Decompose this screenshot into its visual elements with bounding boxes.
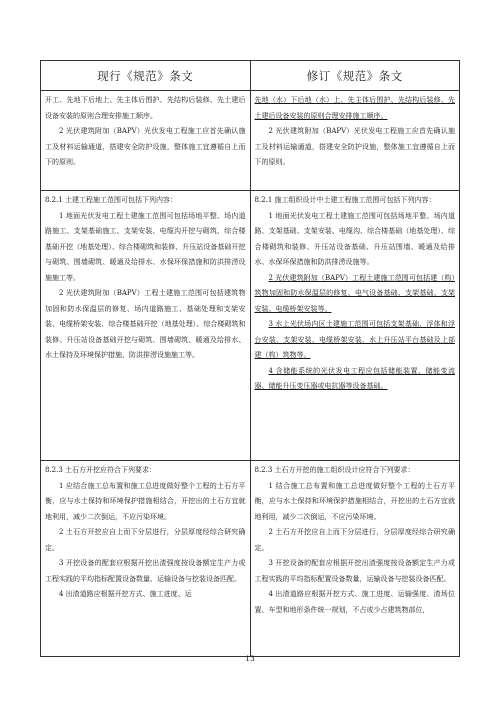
paragraph: 1 地面光伏发电工程土建施工范围可包括场地平整、场内道路、支架基础、支架安装、电缆沟、综合楼基础（地基处理）、综合楼砌筑和装修、升压站设备基础、升压站围墙、暖通及给排水、水保环保措施和防洪排涝设施等。 <box>254 211 455 266</box>
paragraph: 3 开挖设备的配套应根据开挖出渣强度按设备额定生产力或工程实践的平均指标配置设备数量、运输设备与挖装设备匹配。 <box>45 559 246 583</box>
paragraph: 3 水上光伏场内区土建施工范围可包括支架基础、浮体和浮台安装、支架安装、电缆桥架安装、水上升压站平台基础及上部建（构）筑物等。 <box>254 320 455 359</box>
table-row <box>41 191 460 461</box>
table-row <box>41 91 460 191</box>
header-row <box>41 61 460 91</box>
paragraph: 2 光伏建筑附加（BAPV）工程土建施工范围可包括建（构）筑物加固和防水保温层的修复、电气设备基础、支架基础、支架安装、电缆桥架安装等。 <box>254 273 455 313</box>
paragraph: 2 光伏建筑附加（BAPV）光伏发电工程施工应首先确认施工及材料运输通道，搭建安全防护设施，整体施工宜遵循自上而下的原则。 <box>254 127 455 166</box>
comparison-table <box>40 60 460 657</box>
paragraph: 3 开挖设备的配套应根据开挖出渣强度按设备额定生产力或工程实践的平均指标配置设备数量，运输设备与挖装设备匹配。 <box>254 559 455 583</box>
paragraph: 先地（水）下后地（水）上、先主体后围护、先结构后装修、先土建后设备安装的原则合理安排施工顺序。 <box>254 96 455 120</box>
paragraph: 1 结合施工总布置和施工总进度做好整个工程的土石方平衡，应与水土保持和环境保护措施相结合，开挖出的土石方宜就地利用，减少二次倒运，不应污染环境。 <box>254 481 455 521</box>
current-cell <box>41 461 251 657</box>
paragraph: 1 地面光伏发电工程土建施工范围可包括场地平整、场内道路施工、支架基础施工、支架安装、电缆沟开挖与砌筑、综合楼基础开挖（地基处理）、综合楼砌筑和装修、升压站设备基础开挖与砌筑、围墙砌筑、暖通及给排水、水保环保措施和防洪排涝设施施工等。 <box>45 211 246 282</box>
paragraph: 2 土石方开挖应自上而下分层进行，分层厚度经综合研究确定。 <box>45 528 246 552</box>
revised-cell <box>250 91 460 191</box>
paragraph: 4 出渣道路应根据开挖方式、施工进度、运 <box>59 590 192 598</box>
paragraph: 2 土石方开挖应自上而下分层进行，分层厚度经综合研究确定。 <box>254 528 455 552</box>
paragraph: 2 光伏建筑附加（BAPV）工程土建施工范围可包括建筑物加固和防水保温层的修复、场内道路施工、基础处理和支架安装、电缆桥架安装、综合楼基础开挖（地基处理）、综合楼砌筑和装修、升压站设备基础开挖与砌筑、围墙砌筑、暖通及给排水、水土保持及环境保护措施、防洪排涝设施施工等。 <box>45 289 246 359</box>
paragraph: 4 出渣道路应根据开挖方式、施工进度、运输强度、渣场位置、车型和地形条件统一规划，不占或少占建筑物部位， <box>254 590 455 614</box>
current-cell <box>41 91 251 191</box>
clause-heading: 8.2.1 土建工程施工范围可包括下列内容： <box>45 196 178 204</box>
header-current: 现行《规范》条文 <box>41 61 251 91</box>
clause-heading: 8.2.3 土石方开挖应符合下列要求： <box>45 466 157 474</box>
header-revised: 修订《规范》条文 <box>250 61 460 91</box>
paragraph: 4 含储能系统的光伏发电工程应包括储能装置、储能变流器、储能升压变压器或电抗器等设备基础。 <box>254 366 455 390</box>
revised-cell <box>250 191 460 461</box>
page-number: 13 <box>245 654 255 663</box>
paragraph: 2 光伏建筑附加（BAPV）光伏发电工程施工应首先确认施工及材料运输通道，搭建安全防护设施，整体施工宜遵循自上而下的原则。 <box>45 127 246 166</box>
clause-heading: 8.2.3 土石方开挖的施工组织设计应符合下列要求： <box>254 466 415 474</box>
paragraph: 1 应结合施工总布置和施工总进度做好整个工程的土石方平衡，应与水土保持和环境保护措施相结合，开挖出的土石方宜就地利用，减少二次倒运，不应污染环境。 <box>45 481 246 521</box>
revised-cell <box>250 461 460 657</box>
current-cell <box>41 191 251 461</box>
paragraph: 开工、先地下后地上、先主体后围护、先结构后装修、先土建后设备安装的原则合理安排施工顺序。 <box>45 96 246 120</box>
clause-heading: 8.2.1 施工组织设计中土建工程施工范围可包括下列内容： <box>254 196 436 204</box>
table-row <box>41 461 460 657</box>
